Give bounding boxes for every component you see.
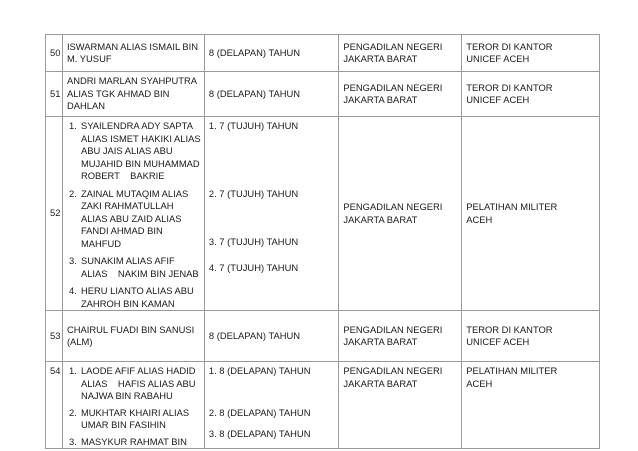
list-item (67, 436, 204, 449)
court-line: PENGADILAN NEGERI (343, 323, 443, 335)
name-line: NAJWA BIN RABAHU (80, 390, 173, 401)
defendants-table (45, 34, 600, 449)
item-number: 3. (68, 255, 77, 266)
case (462, 35, 600, 72)
name-line: UMAR BIN FASIHIN (80, 419, 166, 430)
name-line: ABU JAIS ALIAS ABU (80, 145, 173, 156)
case-line: TEROR DI KANTOR (466, 40, 553, 52)
name-line: (ALM) (66, 336, 93, 347)
name-line: MASYKUR RAHMAT BIN (80, 435, 187, 447)
court-line: JAKARTA BARAT (343, 336, 418, 347)
case (462, 117, 600, 311)
list-item (67, 255, 204, 280)
name-line: MUKHTAR KHAIRI ALIAS (80, 406, 190, 418)
table-row (46, 35, 600, 72)
case-line: PELATIHAN MILITER (466, 365, 558, 376)
case (462, 311, 600, 362)
name-line: ZAKI RAHMATULLAH (80, 200, 174, 211)
case (462, 72, 600, 117)
row-number: 54 (46, 362, 63, 449)
list-item (67, 407, 204, 432)
court-line: JAKARTA BARAT (343, 213, 418, 225)
court-line: PENGADILAN NEGERI (343, 81, 443, 93)
name-line: SYAILENDRA ADY SAPTA (80, 120, 193, 131)
case-line: ACEH (466, 213, 493, 225)
name-line: MUJAHID BIN MUHAMMAD (80, 157, 200, 169)
list-item (67, 120, 204, 183)
case-line: TEROR DI KANTOR (466, 323, 553, 335)
row-number: 53 (46, 311, 63, 362)
case (462, 362, 600, 449)
defendant-name (62, 72, 204, 117)
name-line: MAHFUD (80, 237, 122, 249)
sentence-item: 1. 8 (DELAPAN) TAHUN (208, 365, 311, 376)
name-line: ZAINAL MUTAQIM ALIAS (80, 187, 189, 199)
row-number: 52 (46, 117, 63, 311)
item-number: 1. (68, 365, 77, 376)
sentence-item: 3. 7 (TUJUH) TAHUN (208, 236, 299, 247)
table-row (46, 362, 600, 449)
case-line: UNICEF ACEH (466, 53, 530, 64)
court-line: PENGADILAN NEGERI (343, 365, 443, 376)
name-line: LAODE AFIF ALIAS HADID (80, 365, 196, 376)
item-number: 2. (68, 187, 77, 199)
row-number: 51 (46, 72, 63, 117)
sentence-item: 2. 7 (TUJUH) TAHUN (208, 188, 299, 199)
item-number: 4. (68, 285, 77, 296)
court-line: JAKARTA BARAT (343, 377, 418, 389)
item-number: 1. (68, 120, 77, 131)
name-line: ISWARMAN ALIAS ISMAIL BIN (66, 40, 199, 52)
sentence-item: 2. 8 (DELAPAN) TAHUN (208, 407, 311, 418)
case-line: UNICEF ACEH (466, 336, 530, 347)
court (339, 117, 462, 311)
sentence-item: 1. 7 (TUJUH) TAHUN (208, 120, 299, 131)
name-line: CHAIRUL FUADI BIN SANUSI (66, 323, 195, 335)
sentence: 8 (DELAPAN) TAHUN (204, 35, 339, 72)
court-line: JAKARTA BARAT (343, 53, 418, 64)
list-item (67, 285, 204, 310)
name-line: ZAHROH BIN KAMAN (80, 297, 175, 309)
sentence-list (204, 362, 339, 449)
court-line: JAKARTA BARAT (343, 94, 418, 105)
list-item (67, 188, 204, 251)
defendant-name (62, 311, 204, 362)
name-line: ROBERT BAKRIE (80, 170, 165, 181)
item-number: 2. (68, 406, 77, 418)
defendant-name (62, 35, 204, 72)
court (339, 72, 462, 117)
case-line: PELATIHAN MILITER (466, 201, 558, 212)
case-line: ACEH (466, 377, 493, 389)
court-line: PENGADILAN NEGERI (343, 40, 443, 52)
name-line: SUNAKIM ALIAS AFIF (80, 255, 175, 266)
sentence: 8 (DELAPAN) TAHUN (204, 311, 339, 362)
table-row (46, 72, 600, 117)
sentence: 8 (DELAPAN) TAHUN (204, 72, 339, 117)
name-line: ALIAS ISMET HAKIKI ALIAS (80, 132, 201, 144)
name-line: ALIAS NAKIM BIN JENAB (80, 267, 199, 279)
table-row (46, 311, 600, 362)
list-item (67, 365, 204, 403)
court (339, 311, 462, 362)
item-number: 3. (68, 435, 77, 447)
defendant-names-list (62, 117, 204, 311)
name-line: ALIAS TGK AHMAD BIN (66, 87, 170, 99)
court (339, 35, 462, 72)
case-line: TEROR DI KANTOR (466, 81, 553, 93)
name-line: HERU LIANTO ALIAS ABU (80, 285, 194, 296)
row-number: 50 (46, 35, 63, 72)
name-line: FANDI AHMAD BIN (80, 225, 163, 236)
name-line: DAHLAN (66, 100, 105, 112)
sentence-list (204, 117, 339, 311)
name-line: ALIAS ABU ZAID ALIAS (80, 212, 182, 224)
court (339, 362, 462, 449)
table-row (46, 117, 600, 311)
court-line: PENGADILAN NEGERI (343, 201, 443, 212)
defendant-names-list (62, 362, 204, 449)
name-line: ANDRI MARLAN SYAHPUTRA (66, 75, 197, 87)
name-line: ALIAS HAFIS ALIAS ABU (80, 377, 196, 389)
case-line: UNICEF ACEH (466, 94, 530, 105)
sentence-item: 3. 8 (DELAPAN) TAHUN (208, 428, 311, 439)
sentence-item: 4. 7 (TUJUH) TAHUN (208, 262, 299, 273)
name-line: M. YUSUF (66, 53, 112, 64)
